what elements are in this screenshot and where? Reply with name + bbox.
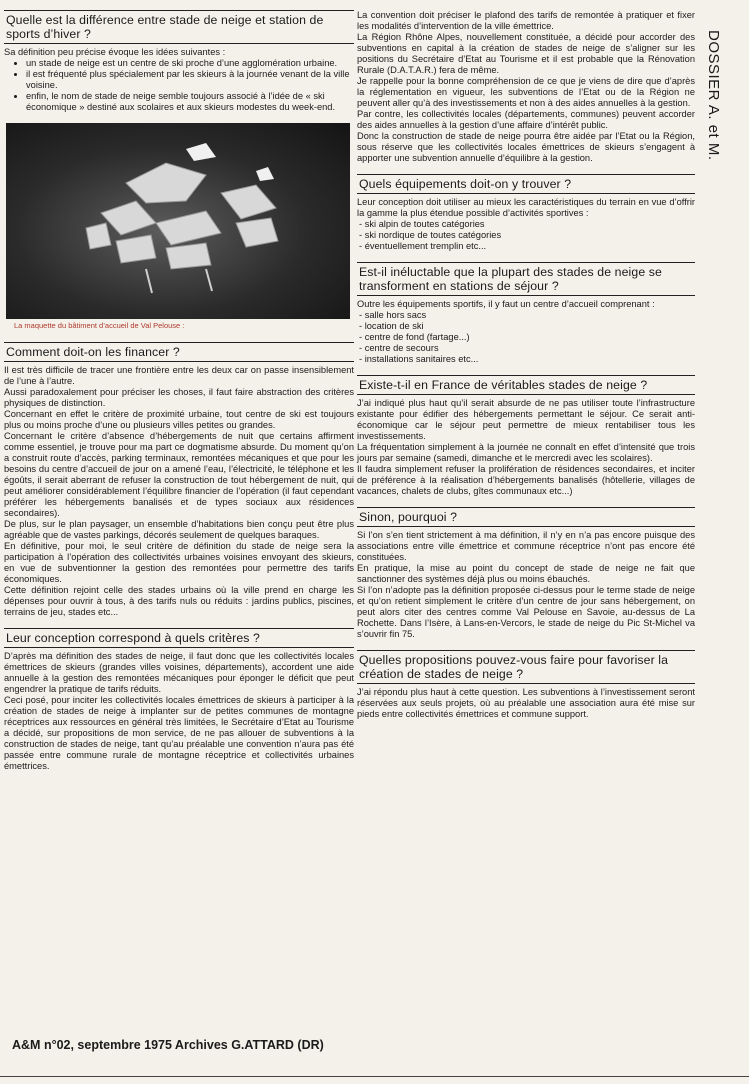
dash-list xyxy=(357,219,695,252)
paragraph: Leur conception doit utiliser au mieux les caractéristiques du terrain en vue d’offrir la gamme la plus étendue possible d’activités sportives : xyxy=(357,197,695,218)
question-heading: Existe-t-il en France de véritables stades de neige ? xyxy=(357,375,695,395)
paragraph: Je rappelle pour la bonne compréhension de ce que je viens de dire que d’après la réglementation en vigueur, les subventions de l’Etat ou de la Région ne peuvent aller qu’à des investissements et non à des aides annuelles à la gestion. xyxy=(357,76,695,108)
section-proposals xyxy=(357,650,695,720)
paragraph: Cette définition rejoint celle des stades urbains où la ville prend en charge les dépenses pour ouvrir à tous, à des tarifs nuls ou réduits : jardins publics, piscines, terrains de jeu, stades etc... xyxy=(4,585,354,617)
list-item: - ski nordique de toutes catégories xyxy=(359,230,695,241)
paragraph: J’ai indiqué plus haut qu’il serait absurde de ne pas utiliser toute l’infrastructure existante pour édifier des hébergements permettant le séjour. Ce serait anti-économique car le séjour peut permettre de mieux rentabiliser tous les investissements. xyxy=(357,398,695,441)
paragraph: J’ai répondu plus haut à cette question. Les subventions à l’investissement seront réservées aux seuls projets, où au préalable une association aura été mise sur pieds entre collectivités émettrices et commune support. xyxy=(357,687,695,719)
section-financing xyxy=(4,342,354,618)
list-item: - ski alpin de toutes catégories xyxy=(359,219,695,230)
list-item: • un stade de neige est un centre de ski proche d’une agglomération urbaine. xyxy=(26,58,354,69)
section-equipment xyxy=(357,174,695,252)
bullet-list xyxy=(4,58,354,113)
paragraph: La Région Rhône Alpes, nouvellement constituée, a décidé pour accorder des subventions en capital à la création de stades de neige de s’aligner sur les positions du Secrétaire d’Etat au Tourisme et il est probable que la Rénovation Rurale (D.A.T.A.R.) fera de même. xyxy=(357,32,695,75)
paragraph: Par contre, les collectivités locales (départements, communes) peuvent accorder des aides annuelles à la gestion d’une affaire d’intérêt public. xyxy=(357,109,695,130)
paragraph: La fréquentation simplement à la journée ne connaît en effet d’intensité que trois jours par semaine (samedi, dimanche et le mercredi avec les scolaires). xyxy=(357,442,695,463)
list-item: - salle hors sacs xyxy=(359,310,695,321)
right-column xyxy=(357,10,695,730)
paragraph: En pratique, la mise au point du concept de stade de neige ne fait que sanctionner des systèmes déjà plus ou moins ébauchés. xyxy=(357,563,695,584)
paragraph: Il faudra simplement refuser la prolifération de résidences secondaires, et inciter de préférence à la réalisation d’hébergements banalisés (hôtellerie, villages de vacances, chalets de clubs, gîtes communaux etc...) xyxy=(357,464,695,496)
photo-caption: La maquette du bâtiment d’accueil de Val Pelouse : xyxy=(14,321,185,330)
footer-credit: A&M n°02, septembre 1975 Archives G.ATTARD (DR) xyxy=(12,1038,324,1052)
question-heading: Est-il inéluctable que la plupart des stades de neige se transforment en stations de séjour ? xyxy=(357,262,695,296)
section-existing xyxy=(357,375,695,497)
paragraph: La convention doit préciser le plafond des tarifs de remontée à pratiquer et fixer les modalités d’intervention de la ville émettrice. xyxy=(357,10,695,31)
paragraph: D’après ma définition des stades de neige, il faut donc que les collectivités locales émettrices de skieurs (grandes villes voisines, départements), accordent une aide annuelle à la gestion des remontées mécaniques pour éponger le déficit que peut engendrer la pratique de tarifs réduits. xyxy=(4,651,354,694)
paragraph: Ceci posé, pour inciter les collectivités locales émettrices de skieurs à participer à la création de stades de neige à implanter sur de petites communes de montagne réceptrices aux ressources en général très limitées, le Secrétaire d’Etat au Tourisme a décidé, sur propositions de mon service, de ne pas allouer de subventions à la construction de stades de neige, tant qu’au préalable une convention n’aura pas été passée entre commune rurale de montagne réceptrice et collectivités urbaines émettrices. xyxy=(4,695,354,771)
paragraph: Si l’on n’adopte pas la définition proposée ci-dessus pour le terme stade de neige et qu’on retient simplement le critère d’un centre de jour sans hébergement, on peut alors citer des centres comme Val Pelouse en Savoie, au-dessus de La Rochette. Dans l’Isère, à Lans-en-Vercors, le stade de neige du Pic St-Michel va s’ouvrir fin 75. xyxy=(357,585,695,639)
question-heading: Leur conception correspond à quels critères ? xyxy=(4,628,354,648)
list-item: - centre de secours xyxy=(359,343,695,354)
paragraph: Concernant le critère d’absence d’hébergements de nuit que certains affirment comme essentiel, je trouve pour ma part ce dogmatisme absurde. Du moment qu’on a construit route d’accès, parking terminaux, remontées mécaniques et que pour les besoins du centre d’accueil de jour on a amené l’eau, l’électricité, le téléphone et les égoûts, il serait aberrant de refuser la construction de tout hébergement de nuit, qui peut améliorer considérablement l’équilibre financier de l’opération (il faut cependant préférer les hébergements banalisés et de types sociaux aux résidences secondaires). xyxy=(4,431,354,518)
building-model-photo xyxy=(6,123,350,319)
paragraph: Outre les équipements sportifs, il y faut un centre d’accueil comprenant : xyxy=(357,299,655,309)
question-heading: Quels équipements doit-on y trouver ? xyxy=(357,174,695,194)
section-transformation xyxy=(357,262,695,365)
list-item: - location de ski xyxy=(359,321,695,332)
left-column xyxy=(4,10,354,782)
list-item: - centre de fond (fartage...) xyxy=(359,332,695,343)
question-heading: Sinon, pourquoi ? xyxy=(357,507,695,527)
section-criteria xyxy=(4,628,354,772)
list-item: • enfin, le nom de stade de neige semble toujours associé à l’idée de « ski économique » destiné aux scolaires et aux skieurs modestes du week-end. xyxy=(26,91,354,113)
paragraph: Concernant en effet le critère de proximité urbaine, tout centre de ski est toujours plus ou moins proche d’une ou plusieurs villes petites ou grandes. xyxy=(4,409,354,430)
paragraph: Donc la construction de stade de neige pourra être aidée par l’Etat ou la Région, sous réserve que les collectivités locales émettrices de skieurs s’engagent à apporter une subvention annuelle d’équilibre à la gestion. xyxy=(357,131,695,163)
question-heading: Quelles propositions pouvez-vous faire pour favoriser la création de stades de neige ? xyxy=(357,650,695,684)
paragraph: Si l’on s’en tient strictement à ma définition, il n’y en n’a pas encore puisque des associations entre ville émettrice et commune réceptrice n’ont pas encore été constituées. xyxy=(357,530,695,562)
list-item: • il est fréquenté plus spécialement par les skieurs à la journée venant de la ville voisine. xyxy=(26,69,354,91)
dossier-label-text: DOSSIER A. et M. xyxy=(705,30,722,161)
paragraph: Sa définition peu précise évoque les idées suivantes : xyxy=(4,47,226,57)
paragraph: En définitive, pour moi, le seul critère de définition du stade de neige sera la participation à l’opération des collectivités urbaines voisines envoyant des skieurs, en vue de subventionner la gestion des remontées pour permettre des tarifs économiques. xyxy=(4,541,354,584)
paragraph: De plus, sur le plan paysager, un ensemble d’habitations bien conçu peut être plus agréable que de vastes parkings, décorés seulement de quelques baraques. xyxy=(4,519,354,540)
paragraph: Il est très difficile de tracer une frontière entre les deux car on passe insensiblement de l’une à l’autre. xyxy=(4,365,354,386)
dash-list xyxy=(357,310,695,365)
list-item: - éventuellement tremplin etc... xyxy=(359,241,695,252)
section-difference xyxy=(4,10,354,113)
section-convention xyxy=(357,10,695,164)
dossier-side-label xyxy=(698,30,746,190)
paragraph: Aussi paradoxalement pour préciser les choses, il faut faire abstraction des critères physiques de distinction. xyxy=(4,387,354,408)
section-otherwise xyxy=(357,507,695,640)
bottom-divider xyxy=(0,1076,749,1077)
question-heading: Quelle est la différence entre stade de neige et station de sports d’hiver ? xyxy=(4,10,354,44)
list-item: - installations sanitaires etc... xyxy=(359,354,695,365)
question-heading: Comment doit-on les financer ? xyxy=(4,342,354,362)
model-illustration xyxy=(6,123,350,319)
